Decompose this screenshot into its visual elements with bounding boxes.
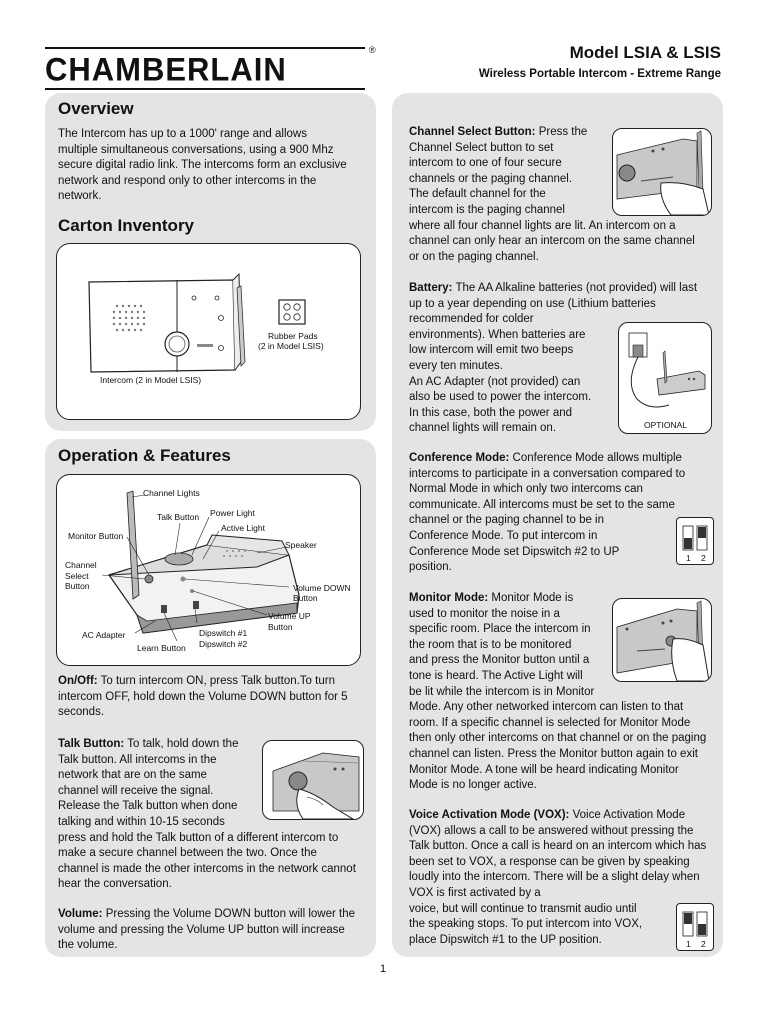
operation-heading: Operation & Features <box>58 446 231 465</box>
monitor-line-7: be lit while the intercom is in Monitor <box>409 685 595 698</box>
channel-select-paragraph <box>409 125 709 265</box>
monitor-rest: Mode. Any other networked intercom can listen to that room. If a specific channel is selected for Monitor Mode then only other intercoms on that channel or on the paging channel can listen. Press the Monitor button again to exit Monitor Mode. A tone will be heard indicating Monitor Mode is no longer active. <box>409 701 707 792</box>
conference-line-1: Conference Mode allows multiple intercoms to participate in a conversation compared to Normal Mode in which only two intercoms can communicate. All intercoms must be set to the same <box>409 452 686 511</box>
label-volume-down-2: Button <box>293 593 318 603</box>
label-channel-select-1: Channel <box>65 560 97 570</box>
volume-title: Volume: <box>58 908 103 920</box>
logo-rule-bottom <box>45 88 365 90</box>
monitor-line-3: specific room. Place the intercom in <box>409 623 591 636</box>
label-volume-up-2: Button <box>268 622 293 632</box>
conference-line-3: Conference Mode. To put intercom in <box>409 529 598 542</box>
model-subtitle: Wireless Portable Intercom - Extreme Range <box>478 68 721 80</box>
volume-paragraph <box>58 907 358 954</box>
label-power-light: Power Light <box>210 508 255 518</box>
carton-heading: Carton Inventory <box>58 216 195 235</box>
channel-line-5: The default channel for the <box>409 188 546 201</box>
battery-line-2: recommended for colder <box>409 313 534 326</box>
talk-line-4: channel will receive the signal. <box>58 784 214 797</box>
battery-line-8: In this case, both the power and <box>409 406 573 419</box>
talk-title: Talk Button: <box>58 738 125 750</box>
label-channel-lights: Channel Lights <box>143 488 200 498</box>
label-channel-select-2: Select <box>65 571 89 581</box>
monitor-line-4: the room that is to be monitored <box>409 638 572 651</box>
channel-line-4: channels or the paging channel. <box>409 172 573 185</box>
conference-title: Conference Mode: <box>409 452 510 464</box>
label-speaker: Speaker <box>285 540 317 550</box>
talk-line-2: Talk button. All intercoms in the <box>58 753 217 766</box>
dip-vox-label-1: 1 <box>686 939 691 949</box>
brand-logo: CHAMBERLAIN <box>45 51 287 88</box>
battery-paragraph <box>409 281 709 437</box>
features-figure <box>56 474 361 666</box>
channel-line-1: Press the <box>535 126 588 138</box>
volume-body: Pressing the Volume DOWN button will lower the volume and pressing the Volume UP button will increase the volume. <box>58 908 355 952</box>
vox-paragraph <box>409 808 709 948</box>
vox-line-2: voice, but will continue to transmit audio until <box>409 902 637 915</box>
vox-line-3: the speaking stops. To put intercom into VOX, <box>409 918 643 931</box>
onoff-paragraph <box>58 674 350 721</box>
battery-line-4: low intercom will emit two beeps <box>409 344 574 357</box>
battery-line-6: An AC Adapter (not provided) can <box>409 375 581 388</box>
vox-line-4: place Dipswitch #1 to the UP position. <box>409 933 602 946</box>
monitor-line-6: tone is heard. The Active Light will <box>409 669 583 682</box>
dip-label-1: 1 <box>686 553 691 563</box>
overview-body: The Intercom has up to a 1000' range and allows multiple simultaneous conversations, using a 900 Mhz secure digital radio link. The intercoms form an exclusive network and respond only to other intercoms in the network. <box>58 128 347 203</box>
label-active-light: Active Light <box>221 523 265 533</box>
label-volume-up-1: Volume UP <box>268 611 311 621</box>
talk-rest: press and hold the Talk button of a different intercom to make a secure channel between the two. Once the channel is made the other intercoms in the network cannot hear the conversation. <box>58 831 356 891</box>
onoff-body: To turn intercom ON, press Talk button.To turn intercom OFF, hold down the Volume DOWN button for 5 seconds. <box>58 675 348 719</box>
talk-line-1: To talk, hold down the <box>124 738 239 750</box>
channel-line-2: Channel Select button to set <box>409 141 554 154</box>
conference-line-4: Conference Mode set Dipswitch #2 to UP <box>409 545 620 558</box>
battery-title: Battery: <box>409 282 453 294</box>
label-dipswitch-1: Dipswitch #1 <box>199 628 248 638</box>
vox-line-1: Voice Activation Mode (VOX) allows a call to be answered without pressing the Talk button. Once a call is heard on an intercom which has been set to VOX, a response can be given by speaking loudly into the intercom. There will be a slight delay when VOX is first activated by a <box>409 809 707 899</box>
battery-line-1: The AA Alkaline batteries (not provided) will last up to a year depending on use (Lithium batteries <box>409 282 698 310</box>
battery-line-7: also be used to power the intercom. <box>409 391 592 404</box>
rubber-pads-label: Rubber Pads <box>268 331 318 341</box>
optional-label: OPTIONAL <box>644 420 687 430</box>
dip-label-2: 2 <box>701 553 706 563</box>
page-number: 1 <box>380 963 387 975</box>
battery-line-3: environments). When batteries are <box>409 328 586 341</box>
monitor-line-2: used to monitor the noise in a <box>409 607 560 620</box>
talk-line-6: talking and within 10-15 seconds <box>58 815 225 828</box>
label-learn-button: Learn Button <box>137 643 186 653</box>
talk-line-3: network that are on the same <box>58 769 207 782</box>
channel-line-6: intercom is the paging channel <box>409 203 565 216</box>
channel-rest: where all four channel lights are lit. An intercom on a channel can only hear an intercom on the same channel or on the paging channel. <box>409 219 695 263</box>
label-dipswitch-2: Dipswitch #2 <box>199 639 248 649</box>
label-volume-down-1: Volume DOWN <box>293 583 351 593</box>
channel-select-title: Channel Select Button: <box>409 126 536 138</box>
monitor-line-1: Monitor Mode is <box>488 592 574 604</box>
label-ac-adapter: AC Adapter <box>82 630 126 640</box>
talk-line-5: Release the Talk button when done <box>58 800 238 813</box>
label-channel-select-3: Button <box>65 581 90 591</box>
channel-line-3: intercom to one of four secure <box>409 157 562 170</box>
carton-figure <box>56 243 361 420</box>
logo-rule-top <box>45 47 365 49</box>
model-title: Model LSIA & LSIS <box>569 43 721 62</box>
dip-vox-label-2: 2 <box>701 939 706 949</box>
overview-heading: Overview <box>58 99 134 118</box>
conference-line-2: channel or the paging channel to be in <box>409 514 605 527</box>
monitor-title: Monitor Mode: <box>409 592 489 604</box>
registered-mark: ® <box>369 45 376 55</box>
onoff-title: On/Off: <box>58 675 98 687</box>
battery-line-9: channel lights will remain on. <box>409 422 557 435</box>
vox-title: Voice Activation Mode (VOX): <box>409 809 570 821</box>
conference-paragraph <box>409 451 709 576</box>
label-monitor-button: Monitor Button <box>68 531 124 541</box>
battery-line-5: every ten minutes. <box>409 359 503 372</box>
talk-paragraph <box>58 737 358 893</box>
monitor-line-5: and press the Monitor button until a <box>409 654 590 667</box>
intercom-count-label: Intercom (2 in Model LSIS) <box>100 375 202 385</box>
rubber-pads-note: (2 in Model LSIS) <box>258 341 324 351</box>
label-talk-button: Talk Button <box>157 512 200 522</box>
monitor-paragraph <box>409 591 709 794</box>
conference-line-5: position. <box>409 561 452 574</box>
